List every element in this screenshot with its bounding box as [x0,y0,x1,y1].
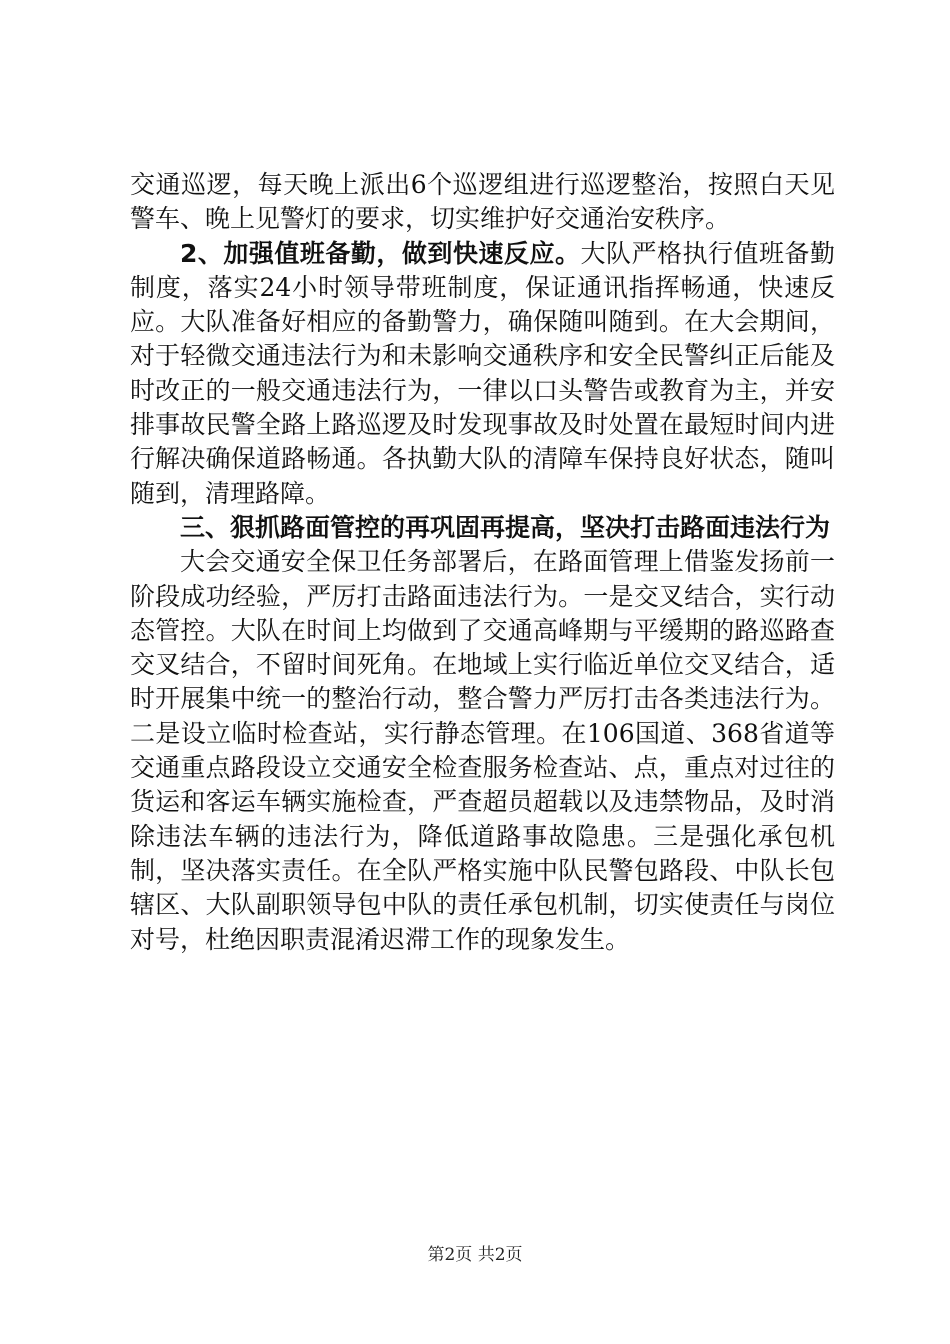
paragraph-section3: 大会交通安全保卫任务部署后，在路面管理上借鉴发扬前一阶段成功经验，严厉打击路面违法行为。一是交叉结合，实行动态管控。大队在时间上均做到了交通高峰期与平缓期的路巡路查交叉结合，不留时间死角。在地域上实行临近单位交叉结合，适时开展集中统一的整治行动，整合警力严厉打击各类违法行为。二是设立临时检查站，实行静态管理。在106国道、368省道等交通重点路段设立交通安全检查服务检查站、点，重点对过往的货运和客运车辆实施检查，严查超员超载以及违禁物品，及时消除违法车辆的违法行为，降低道路事故隐患。三是强化承包机制，坚决落实责任。在全队严格实施中队民警包路段、中队长包辖区、大队副职领导包中队的责任承包机制，切实使责任与岗位对号，杜绝因职责混淆迟滞工作的现象发生。 [130,547,835,954]
paragraph-continuation [130,168,835,237]
section-heading-3: 三、狠抓路面管控的再巩固再提高，坚决打击路面违法行为 [180,512,831,542]
paragraph-text: 大队严格执行值班备勤制度，落实24小时领导带班制度，保证通讯指挥畅通，快速反应。大队准备好相应的备勤警力，确保随叫随到。在大会期间，对于轻微交通违法行为和未影响交通秩序和安全民警纠正后能及时改正的一般交通违法行为，一律以口头警告或教育为主，并安排事故民警全路上路巡逻及时发现事故及时处置在最短时间内进行解决确保道路畅通。各执勤大队的清障车保持良好状态，随叫随到，清理路障。 [130,238,835,508]
page-number-footer: 第2页 共2页 [427,1245,523,1265]
paragraph-lead: 2、加强值班备勤，做到快速反应。 [180,238,581,268]
document-body [130,168,835,957]
paragraph-duty [130,237,835,511]
paragraph-text: 交通巡逻，每天晚上派出6个巡逻组进行巡逻整治，按照白天见警车、晚上见警灯的要求，切实维护好交通治安秩序。 [130,170,835,234]
